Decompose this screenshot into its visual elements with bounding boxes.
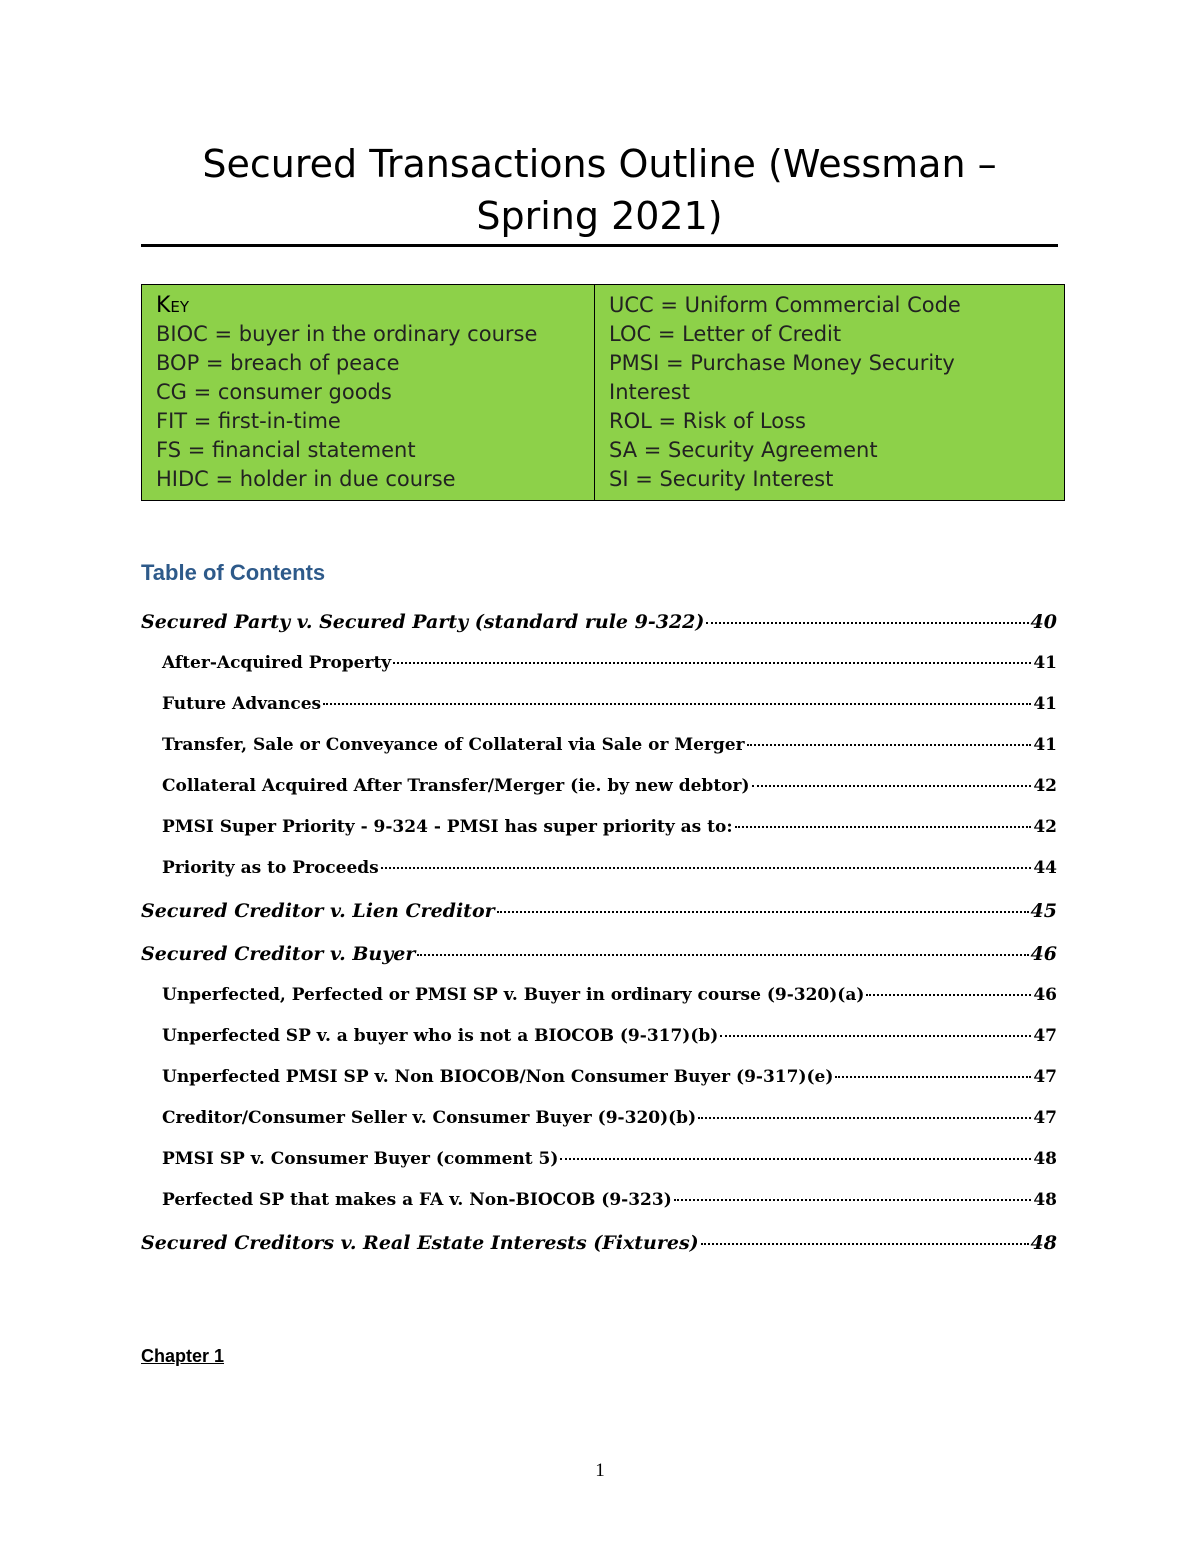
key-entry: PMSI = Purchase Money Security [609, 351, 955, 375]
toc-entry-page: 41 [1033, 694, 1057, 714]
title-line-1: Secured Transactions Outline (Wessman – [202, 142, 997, 186]
key-entry: Interest [609, 380, 690, 404]
dot-leader [393, 662, 1031, 664]
key-entry: FS = financial statement [156, 438, 416, 462]
toc-entry-text: Unperfected, Perfected or PMSI SP v. Buyer in ordinary course (9-320)(a) [162, 985, 865, 1005]
document-title [141, 138, 1058, 247]
toc-entry-page: 41 [1033, 653, 1057, 673]
toc-entry[interactable] [141, 1057, 1057, 1098]
toc-entry-page: 47 [1033, 1026, 1057, 1046]
toc-entry-page: 42 [1033, 776, 1057, 796]
dot-leader [674, 1199, 1032, 1201]
dot-leader [323, 703, 1031, 705]
toc-entry-page: 47 [1033, 1067, 1057, 1087]
dot-leader [560, 1158, 1031, 1160]
toc-entry-text: Secured Creditor v. Lien Creditor [141, 900, 495, 922]
key-heading: Key [156, 293, 190, 318]
toc-entry[interactable] [141, 1180, 1057, 1221]
key-entry: HIDC = holder in due course [156, 467, 456, 491]
toc-entry[interactable] [141, 1139, 1057, 1180]
toc-entry-page: 46 [1033, 985, 1057, 1005]
title-line-2: Spring 2021) [476, 194, 723, 238]
dot-leader [835, 1076, 1031, 1078]
dot-leader [747, 744, 1032, 746]
toc-entry-text: PMSI SP v. Consumer Buyer (comment 5) [162, 1149, 559, 1169]
dot-leader [866, 994, 1031, 996]
toc-entry-text: PMSI Super Priority - 9-324 - PMSI has super priority as to: [162, 817, 733, 837]
toc-entry-page: 42 [1033, 817, 1057, 837]
toc-entry[interactable] [141, 975, 1057, 1016]
toc-entry-text: Unperfected SP v. a buyer who is not a BIOCOB (9-317)(b) [162, 1026, 719, 1046]
toc-entry[interactable] [141, 1016, 1057, 1057]
toc-entry[interactable] [141, 1098, 1057, 1139]
toc-entry[interactable] [141, 602, 1057, 643]
dot-leader [701, 1243, 1029, 1245]
key-table [141, 284, 1065, 501]
toc-entry-page: 48 [1030, 1232, 1057, 1254]
dot-leader [417, 954, 1028, 956]
key-entry: FIT = first-in-time [156, 409, 341, 433]
toc-entry-text: Future Advances [162, 694, 322, 714]
toc-entry-text: Transfer, Sale or Conveyance of Collateral via Sale or Merger [162, 735, 745, 755]
toc-entry[interactable] [141, 766, 1057, 807]
toc-entry-page: 47 [1033, 1108, 1057, 1128]
toc-entry-text: Secured Creditors v. Real Estate Interests (Fixtures) [141, 1232, 699, 1254]
key-entry: BIOC = buyer in the ordinary course [156, 322, 538, 346]
toc-entry[interactable] [141, 807, 1057, 848]
dot-leader [720, 1035, 1031, 1037]
key-entry: BOP = breach of peace [156, 351, 400, 375]
toc-entry-text: Perfected SP that makes a FA v. Non-BIOCOB (9-323) [162, 1190, 672, 1210]
toc-entry-text: After-Acquired Property [162, 653, 392, 673]
toc-entry[interactable] [141, 1221, 1057, 1266]
toc-entry-text: Creditor/Consumer Seller v. Consumer Buyer (9-320)(b) [162, 1108, 697, 1128]
chapter-heading: Chapter 1 [141, 1346, 225, 1366]
toc-entry-text: Secured Party v. Secured Party (standard rule 9-322) [141, 611, 705, 633]
toc-entry-text: Unperfected PMSI SP v. Non BIOCOB/Non Consumer Buyer (9-317)(e) [162, 1067, 834, 1087]
toc-entry-text: Collateral Acquired After Transfer/Merger (ie. by new debtor) [162, 776, 750, 796]
toc-entry[interactable] [141, 684, 1057, 725]
toc-entry-page: 44 [1033, 858, 1057, 878]
dot-leader [497, 911, 1029, 913]
dot-leader [752, 785, 1032, 787]
key-entry: SA = Security Agreement [609, 438, 878, 462]
toc-entry[interactable] [141, 848, 1057, 889]
dot-leader [706, 622, 1028, 624]
dot-leader [698, 1117, 1031, 1119]
toc-entry-page: 48 [1033, 1149, 1057, 1169]
toc-entry-page: 48 [1033, 1190, 1057, 1210]
key-entry: SI = Security Interest [609, 467, 834, 491]
key-column-left [142, 285, 595, 500]
dot-leader [735, 826, 1032, 828]
toc-entry[interactable] [141, 934, 1057, 975]
toc-entry[interactable] [141, 643, 1057, 684]
page-number: 1 [595, 1460, 605, 1481]
toc-entry-text: Priority as to Proceeds [162, 858, 379, 878]
key-entry: LOC = Letter of Credit [609, 322, 842, 346]
toc-entry-text: Secured Creditor v. Buyer [141, 943, 416, 965]
toc-entry-page: 46 [1030, 943, 1057, 965]
toc-entry-page: 45 [1030, 900, 1057, 922]
toc-entry[interactable] [141, 725, 1057, 766]
toc-entry[interactable] [141, 889, 1057, 934]
key-entry: UCC = Uniform Commercial Code [609, 293, 961, 317]
key-entry: ROL = Risk of Loss [609, 409, 806, 433]
key-entry: CG = consumer goods [156, 380, 392, 404]
toc-entry-page: 40 [1030, 611, 1057, 633]
key-column-right [595, 285, 1064, 500]
table-of-contents [141, 602, 1057, 1266]
toc-entry-page: 41 [1033, 735, 1057, 755]
dot-leader [381, 867, 1032, 869]
toc-heading: Table of Contents [141, 560, 326, 585]
